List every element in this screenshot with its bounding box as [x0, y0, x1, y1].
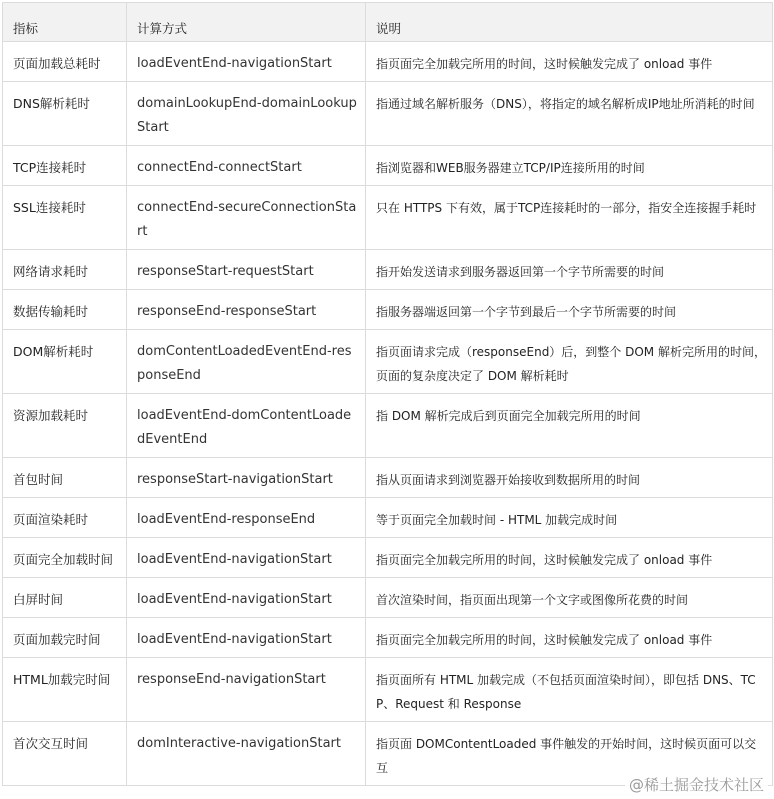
table-row — [3, 186, 773, 250]
formula-cell: domContentLoadedEventEnd-responseEnd — [127, 330, 366, 394]
site-watermark: @稀土掘金技术社区 — [625, 774, 768, 795]
description-cell: 指页面完全加载完所用的时间，这时候触发完成了 onload 事件 — [366, 42, 773, 82]
formula-cell: responseEnd-navigationStart — [127, 658, 366, 722]
description-cell: 等于页面完全加载时间 - HTML 加载完成时间 — [366, 498, 773, 538]
table-row — [3, 618, 773, 658]
metric-cell: 首包时间 — [3, 458, 127, 498]
formula-cell: loadEventEnd-domContentLoadedEventEnd — [127, 394, 366, 458]
formula-cell: loadEventEnd-navigationStart — [127, 538, 366, 578]
metric-cell: 页面完全加载时间 — [3, 538, 127, 578]
formula-cell: loadEventEnd-responseEnd — [127, 498, 366, 538]
description-cell: 指通过域名解析服务（DNS），将指定的域名解析成IP地址所消耗的时间 — [366, 82, 773, 146]
description-cell: 指 DOM 解析完成后到页面完全加载完所用的时间 — [366, 394, 773, 458]
formula-cell: loadEventEnd-navigationStart — [127, 618, 366, 658]
formula-cell: responseStart-navigationStart — [127, 458, 366, 498]
table-row — [3, 82, 773, 146]
table-row — [3, 330, 773, 394]
metric-cell: TCP连接耗时 — [3, 146, 127, 186]
table-row — [3, 146, 773, 186]
description-cell: 指浏览器和WEB服务器建立TCP/IP连接所用的时间 — [366, 146, 773, 186]
metric-cell: 网络请求耗时 — [3, 250, 127, 290]
description-cell: 指页面请求完成（responseEnd）后，到整个 DOM 解析完所用的时间，页面的复杂度决定了 DOM 解析耗时 — [366, 330, 773, 394]
formula-cell: domainLookupEnd-domainLookupStart — [127, 82, 366, 146]
metric-cell: HTML加载完时间 — [3, 658, 127, 722]
table-row — [3, 394, 773, 458]
formula-cell: domInteractive-navigationStart — [127, 722, 366, 786]
description-cell: 指从页面请求到浏览器开始接收到数据所用的时间 — [366, 458, 773, 498]
formula-cell: loadEventEnd-navigationStart — [127, 578, 366, 618]
table-row — [3, 250, 773, 290]
formula-cell: connectEnd-secureConnectionStart — [127, 186, 366, 250]
metric-cell: 数据传输耗时 — [3, 290, 127, 330]
metric-cell: 页面加载总耗时 — [3, 42, 127, 82]
metric-cell: DNS解析耗时 — [3, 82, 127, 146]
description-cell: 首次渲染时间，指页面出现第一个文字或图像所花费的时间 — [366, 578, 773, 618]
metric-cell: DOM解析耗时 — [3, 330, 127, 394]
metric-cell: 资源加载耗时 — [3, 394, 127, 458]
description-cell: 指页面 DOMContentLoaded 事件触发的开始时间，这时候页面可以交互 — [366, 722, 773, 786]
metric-cell: 页面渲染耗时 — [3, 498, 127, 538]
description-cell: 只在 HTTPS 下有效，属于TCP连接耗时的一部分，指安全连接握手耗时 — [366, 186, 773, 250]
table-row — [3, 458, 773, 498]
formula-cell: responseStart-requestStart — [127, 250, 366, 290]
header-description: 说明 — [366, 3, 773, 42]
table-row — [3, 538, 773, 578]
table-row — [3, 578, 773, 618]
metric-cell: 白屏时间 — [3, 578, 127, 618]
formula-cell: loadEventEnd-navigationStart — [127, 42, 366, 82]
description-cell: 指页面所有 HTML 加载完成（不包括页面渲染时间），即包括 DNS、TCP、Request 和 Response — [366, 658, 773, 722]
formula-cell: connectEnd-connectStart — [127, 146, 366, 186]
description-cell: 指页面完全加载完所用的时间，这时候触发完成了 onload 事件 — [366, 618, 773, 658]
table-row — [3, 42, 773, 82]
table-header-row — [3, 3, 773, 42]
table-row — [3, 498, 773, 538]
table-row — [3, 658, 773, 722]
table-body — [3, 42, 773, 786]
header-metric: 指标 — [3, 3, 127, 42]
description-cell: 指开始发送请求到服务器返回第一个字节所需要的时间 — [366, 250, 773, 290]
metric-cell: 首次交互时间 — [3, 722, 127, 786]
header-formula: 计算方式 — [127, 3, 366, 42]
formula-cell: responseEnd-responseStart — [127, 290, 366, 330]
description-cell: 指页面完全加载完所用的时间，这时候触发完成了 onload 事件 — [366, 538, 773, 578]
description-cell: 指服务器端返回第一个字节到最后一个字节所需要的时间 — [366, 290, 773, 330]
metrics-table — [2, 2, 773, 786]
metric-cell: SSL连接耗时 — [3, 186, 127, 250]
metric-cell: 页面加载完时间 — [3, 618, 127, 658]
table-row — [3, 290, 773, 330]
